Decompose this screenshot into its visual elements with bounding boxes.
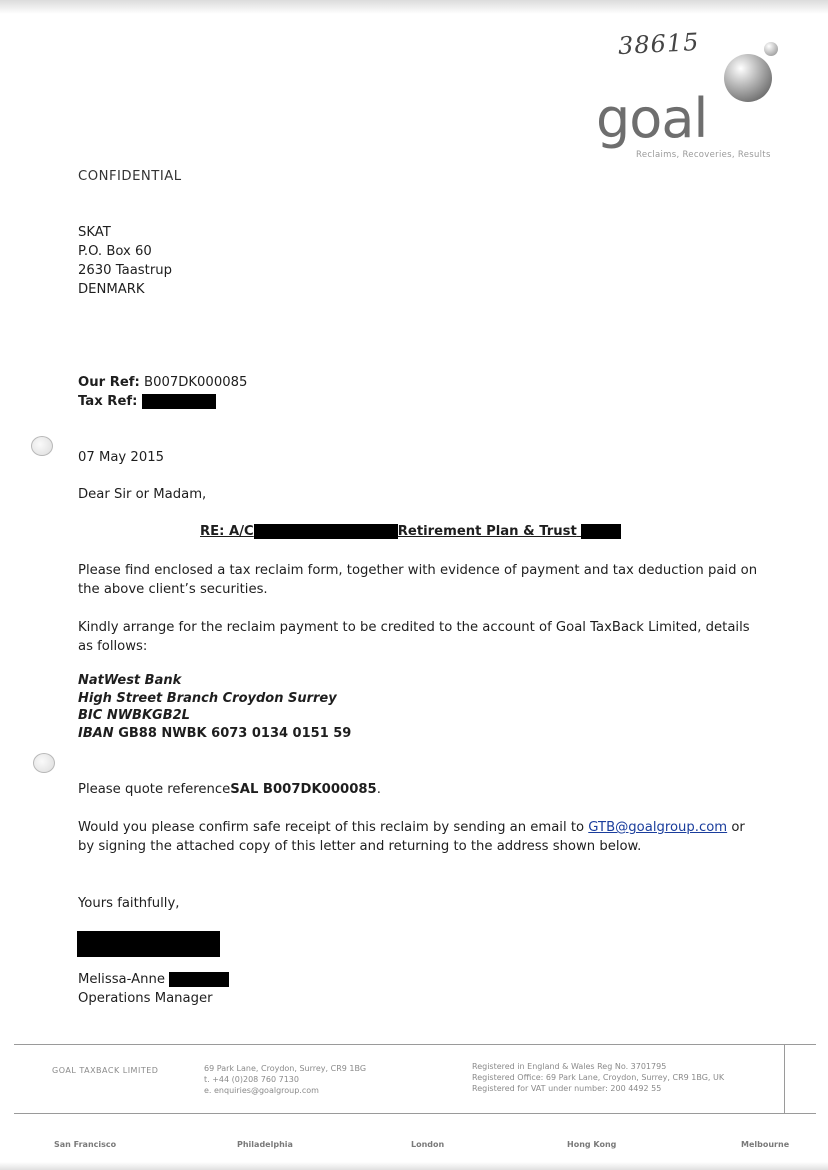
- closing: Yours faithfully,: [78, 896, 180, 911]
- office-city: Hong Kong: [567, 1140, 617, 1149]
- quote-ref: SAL B007DK000085: [230, 782, 377, 797]
- footer-company: GOAL TAXBACK LIMITED: [52, 1066, 159, 1075]
- footer-registration: [472, 1061, 724, 1094]
- logo-tagline: Reclaims, Recoveries, Results: [636, 150, 771, 160]
- paragraph-enclosed: Please find enclosed a tax reclaim form, together with evidence of payment and tax deduction paid on the above client’s securities.: [78, 563, 758, 597]
- subject-suffix: Retirement Plan & Trust: [397, 524, 577, 539]
- redaction-box: [254, 524, 398, 539]
- signatory-name: Melissa-Anne: [78, 972, 165, 987]
- quote-reference: [78, 780, 381, 799]
- reference-block: [78, 373, 247, 411]
- recipient-address: [78, 223, 172, 299]
- footer-contact: [204, 1063, 366, 1096]
- footer-reg-line: Registered Office: 69 Park Lane, Croydon, Surrey, CR9 1BG, UK: [472, 1073, 725, 1082]
- our-ref-label: Our Ref:: [78, 375, 140, 390]
- office-city: Philadelphia: [237, 1140, 293, 1149]
- redaction-box: [581, 524, 621, 539]
- punch-hole: [33, 753, 55, 773]
- quote-end: .: [376, 782, 381, 797]
- paragraph-confirm: [78, 818, 758, 856]
- address-line: 2630 Taastrup: [78, 263, 172, 278]
- confirm-after: or by signing the attached copy of this letter and returning to the address shown below.: [78, 820, 745, 854]
- bank-details: [78, 672, 351, 742]
- office-city: Melbourne: [741, 1140, 790, 1149]
- signature-redaction: [77, 931, 220, 957]
- bank-name: NatWest Bank: [78, 673, 182, 688]
- scan-top-shade: [0, 0, 828, 14]
- subject-line: [200, 522, 621, 541]
- redaction-box: [142, 394, 216, 409]
- signatory-title: Operations Manager: [78, 991, 213, 1006]
- subject-prefix: RE: A/C: [200, 524, 254, 539]
- footer-email: e. enquiries@goalgroup.com: [204, 1086, 319, 1095]
- footer-divider: [784, 1045, 785, 1113]
- scan-bottom-shade: [0, 1162, 828, 1170]
- our-ref-value: B007DK000085: [144, 375, 248, 390]
- confidential-label: CONFIDENTIAL: [78, 169, 182, 184]
- paragraph-payment: Kindly arrange for the reclaim payment to be credited to the account of Goal TaxBack Limited, details as follows:: [78, 620, 750, 654]
- quote-text: Please quote reference: [78, 782, 231, 797]
- footer-address: 69 Park Lane, Croydon, Surrey, CR9 1BG: [204, 1064, 367, 1073]
- footer-reg-line: Registered for VAT under number: 200 4492 55: [472, 1084, 662, 1093]
- bic-value: NWBKGB2L: [106, 708, 190, 723]
- confirm-before: Would you please confirm safe receipt of this reclaim by sending an email to: [78, 820, 589, 835]
- tax-ref-label: Tax Ref:: [78, 394, 138, 409]
- logo-wordmark: goal: [596, 87, 708, 150]
- greeting: Dear Sir or Madam,: [78, 487, 207, 502]
- bank-branch: High Street Branch Croydon Surrey: [78, 690, 337, 706]
- footer-phone: t. +44 (0)208 760 7130: [204, 1075, 299, 1084]
- punch-hole: [31, 436, 53, 456]
- office-city: London: [411, 1140, 445, 1149]
- redaction-box: [169, 972, 229, 987]
- address-line: DENMARK: [78, 282, 145, 297]
- office-city: San Francisco: [54, 1140, 117, 1149]
- email-link[interactable]: GTB@goalgroup.com: [588, 820, 728, 835]
- iban-label: IBAN: [78, 725, 114, 741]
- footer-reg-line: Registered in England & Wales Reg No. 3701795: [472, 1062, 667, 1071]
- signatory-block: [78, 970, 229, 1008]
- letter-footer: [14, 1044, 816, 1114]
- handwritten-number: 38615: [617, 27, 701, 61]
- address-line: SKAT: [78, 225, 111, 240]
- address-line: P.O. Box 60: [78, 244, 152, 259]
- letter-date: 07 May 2015: [78, 450, 164, 465]
- bic-label: BIC: [78, 708, 103, 723]
- iban-value: GB88 NWBK 6073 0134 0151 59: [118, 725, 352, 741]
